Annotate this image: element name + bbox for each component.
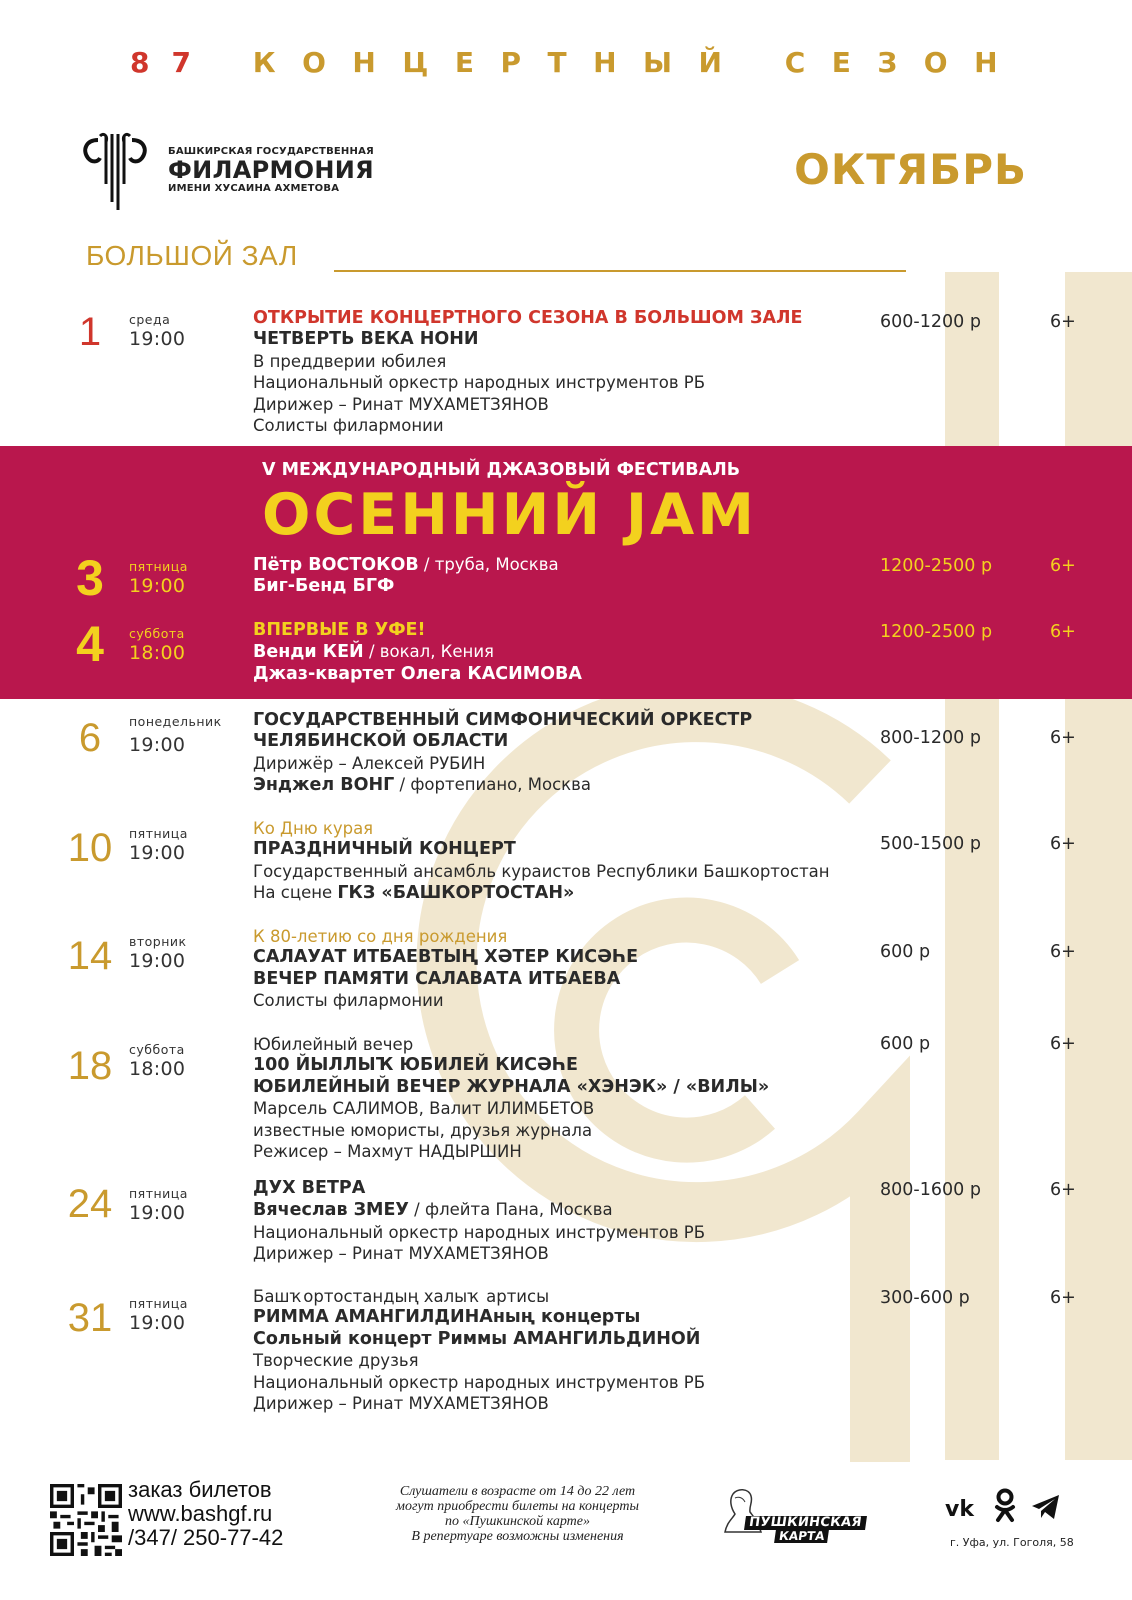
logo-line1: БАШКИРСКАЯ ГОСУДАРСТВЕННАЯ (168, 146, 374, 157)
event-weekday: понедельник (129, 714, 222, 729)
event-performer-note: / труба, Москва (418, 555, 559, 574)
season-header (130, 46, 1050, 79)
event-detail: В преддверии юбилея (253, 351, 447, 371)
event-venue-prefix: На сцене (253, 883, 338, 903)
pushkin-note-line: могут приобрести билеты на концерты (396, 1499, 639, 1514)
festival-subtitle: V МЕЖДУНАРОДНЫЙ ДЖАЗОВЫЙ ФЕСТИВАЛЬ (262, 460, 741, 480)
logo-line3: ИМЕНИ ХУСАИНА АХМЕТОВА (168, 183, 340, 194)
pushkin-logo-line2: КАРТА (774, 1530, 829, 1543)
logo-line2: ФИЛАРМОНИЯ (168, 156, 374, 184)
event-time: 19:00 (129, 1312, 186, 1334)
event-weekday: пятница (129, 826, 188, 841)
jazz-festival-band (0, 446, 1132, 699)
event-headline: ВПЕРВЫЕ В УФЕ! (253, 620, 426, 640)
season-number: 87 (130, 46, 213, 79)
event-title: ГОСУДАРСТВЕННЫЙ СИМФОНИЧЕСКИЙ ОРКЕСТР (253, 710, 753, 730)
event-performer-note: / флейта Пана, Москва (408, 1200, 613, 1220)
event-weekday: пятница (129, 559, 188, 574)
event-title-2: Сольный концерт Риммы АМАНГИЛЬДИНОЙ (253, 1328, 701, 1349)
event-price: 600 р (880, 942, 931, 962)
qr-code-icon[interactable] (50, 1484, 122, 1556)
telegram-icon[interactable] (1031, 1494, 1061, 1520)
website-link[interactable]: www.bashgf.ru (128, 1501, 273, 1526)
event-price: 1200-2500 р (880, 622, 993, 642)
philharmonic-emblem-icon (80, 132, 150, 212)
event-age: 6+ (1050, 312, 1076, 332)
event-time: 18:00 (129, 1058, 186, 1080)
festival-title: ОСЕННИЙ JAM (262, 482, 757, 548)
tickets-label: заказ билетов (128, 1477, 272, 1502)
event-title: ЧЕТВЕРТЬ ВЕКА НОНИ (253, 329, 479, 350)
event-weekday: вторник (129, 934, 187, 949)
event-weekday: суббота (129, 626, 185, 641)
pushkin-note-line: В репертуаре возможны изменения (411, 1529, 624, 1544)
event-age: 6+ (1050, 556, 1076, 576)
event-performer: Пётр ВОСТОКОВ (253, 555, 419, 575)
phone-number[interactable]: /347/ 250-77-42 (128, 1525, 284, 1550)
event-performer: Вячеслав ЗМЕУ (253, 1200, 409, 1221)
event-title: ДУХ ВЕТРА (253, 1178, 366, 1198)
event-detail: Дирижер – Ринат МУХАМЕТЗЯНОВ (253, 394, 549, 414)
event-subtitle: Башҡортостандың халыҡ артисы (253, 1287, 550, 1306)
event-weekday: суббота (129, 1042, 185, 1057)
odnoklassniki-icon[interactable] (993, 1488, 1017, 1524)
event-price: 800-1200 р (880, 728, 981, 748)
pushkin-logo-line1: ПУШКИНСКАЯ (744, 1516, 867, 1530)
event-day: 6 (78, 716, 102, 760)
event-detail: Джаз-квартет Олега КАСИМОВА (253, 663, 582, 684)
event-title-2: ЧЕЛЯБИНСКОЙ ОБЛАСТИ (253, 731, 509, 752)
pushkin-card-note (350, 1484, 685, 1544)
event-detail: Дирижёр – Алексей РУБИН (253, 753, 486, 773)
hall-divider (334, 270, 906, 272)
event-detail: Дирижер – Ринат МУХАМЕТЗЯНОВ (253, 1394, 549, 1414)
event-performer-note: / фортепиано, Москва (394, 775, 591, 795)
event-day: 18 (67, 1044, 113, 1088)
event-title: ПРАЗДНИЧНЫЙ КОНЦЕРТ (253, 839, 516, 860)
event-detail: Творческие друзья (253, 1351, 419, 1371)
event-subtitle: Ко Дню курая (253, 819, 374, 838)
address: г. Уфа, ул. Гоголя, 58 (950, 1536, 1074, 1549)
event-weekday: пятница (129, 1296, 188, 1311)
event-weekday: среда (129, 312, 171, 327)
ticket-contact (128, 1478, 283, 1550)
event-day: 4 (76, 616, 104, 672)
event-age: 6+ (1050, 728, 1076, 748)
event-day: 3 (76, 550, 104, 606)
event-weekday: пятница (129, 1186, 188, 1201)
event-headline: ОТКРЫТИЕ КОНЦЕРТНОГО СЕЗОНА В БОЛЬШОМ ЗАЛЕ (253, 308, 803, 328)
event-detail: Режисер – Махмут НАДЫРШИН (253, 1142, 522, 1162)
event-price: 600 р (880, 1034, 931, 1054)
event-time: 19:00 (129, 842, 186, 864)
event-time: 19:00 (129, 1202, 186, 1224)
event-detail: Национальный оркестр народных инструментов РБ (253, 373, 706, 393)
event-title-2: ЮБИЛЕЙНЫЙ ВЕЧЕР ЖУРНАЛА «ХЭНЭК» / «ВИЛЫ» (253, 1076, 770, 1097)
pushkin-note-line: Слушатели в возрасте от 14 до 22 лет (399, 1484, 636, 1499)
event-detail: Дирижер – Ринат МУХАМЕТЗЯНОВ (253, 1244, 549, 1264)
event-detail: Солисты филармонии (253, 416, 444, 436)
svg-text:vk: vk (945, 1497, 974, 1520)
event-day: 14 (67, 934, 113, 978)
event-title: 100 ЙЫЛЛЫҠ ЮБИЛЕЙ КИСӘҺЕ (253, 1055, 578, 1076)
event-age: 6+ (1050, 942, 1076, 962)
event-title-2: ВЕЧЕР ПАМЯТИ САЛАВАТА ИТБАЕВА (253, 968, 621, 989)
month-title: ОКТЯБРЬ (794, 145, 1027, 194)
event-day: 10 (67, 826, 113, 870)
event-detail: Биг-Бенд БГФ (253, 576, 395, 597)
event-price: 500-1500 р (880, 834, 981, 854)
event-detail: Национальный оркестр народных инструментов РБ (253, 1222, 706, 1242)
event-subtitle: Юбилейный вечер (253, 1035, 414, 1054)
social-links (945, 1488, 1085, 1528)
event-age: 6+ (1050, 622, 1076, 642)
pushkin-card-logo (715, 1486, 905, 1546)
event-day: 31 (67, 1296, 113, 1340)
pushkin-note-line: по «Пушкинской карте» (445, 1514, 590, 1529)
event-time: 19:00 (129, 328, 186, 350)
vk-icon[interactable] (945, 1496, 981, 1520)
event-detail: Национальный оркестр народных инструментов РБ (253, 1372, 706, 1392)
event-age: 6+ (1050, 1034, 1076, 1054)
event-detail: Марсель САЛИМОВ, Валит ИЛИМБЕТОВ (253, 1099, 595, 1119)
event-time: 18:00 (129, 642, 186, 664)
event-price: 300-600 р (880, 1288, 970, 1308)
event-venue: ГКЗ «БАШКОРТОСТАН» (337, 883, 575, 904)
footer (0, 1470, 1132, 1600)
event-price: 600-1200 р (880, 312, 981, 332)
event-time: 19:00 (129, 575, 186, 597)
event-time: 19:00 (129, 734, 186, 756)
event-time: 19:00 (129, 950, 186, 972)
season-title: КОНЦЕРТНЫЙ СЕЗОН (252, 46, 1024, 79)
event-age: 6+ (1050, 1180, 1076, 1200)
event-day: 24 (67, 1182, 113, 1226)
hall-title: БОЛЬШОЙ ЗАЛ (86, 240, 298, 271)
event-day: 1 (78, 310, 102, 354)
event-subtitle: К 80-летию со дня рождения (253, 927, 508, 946)
event-title: САЛАУАТ ИТБАЕВТЫҢ ХӘТЕР КИСӘҺЕ (253, 947, 639, 968)
event-detail: Государственный ансамбль кураистов Республики Башкортостан (253, 861, 830, 881)
event-performer: Венди КЕЙ (253, 642, 364, 663)
event-title: РИММА АМАНГИЛДИНАның концерты (253, 1307, 641, 1328)
event-detail: известные юмористы, друзья журнала (253, 1120, 593, 1140)
event-age: 6+ (1050, 1288, 1076, 1308)
event-performer: Энджел ВОНГ (253, 775, 395, 796)
event-age: 6+ (1050, 834, 1076, 854)
event-price: 800-1600 р (880, 1180, 981, 1200)
event-price: 1200-2500 р (880, 556, 993, 576)
event-performer-note: / вокал, Кения (363, 642, 494, 662)
event-detail: Солисты филармонии (253, 991, 444, 1011)
